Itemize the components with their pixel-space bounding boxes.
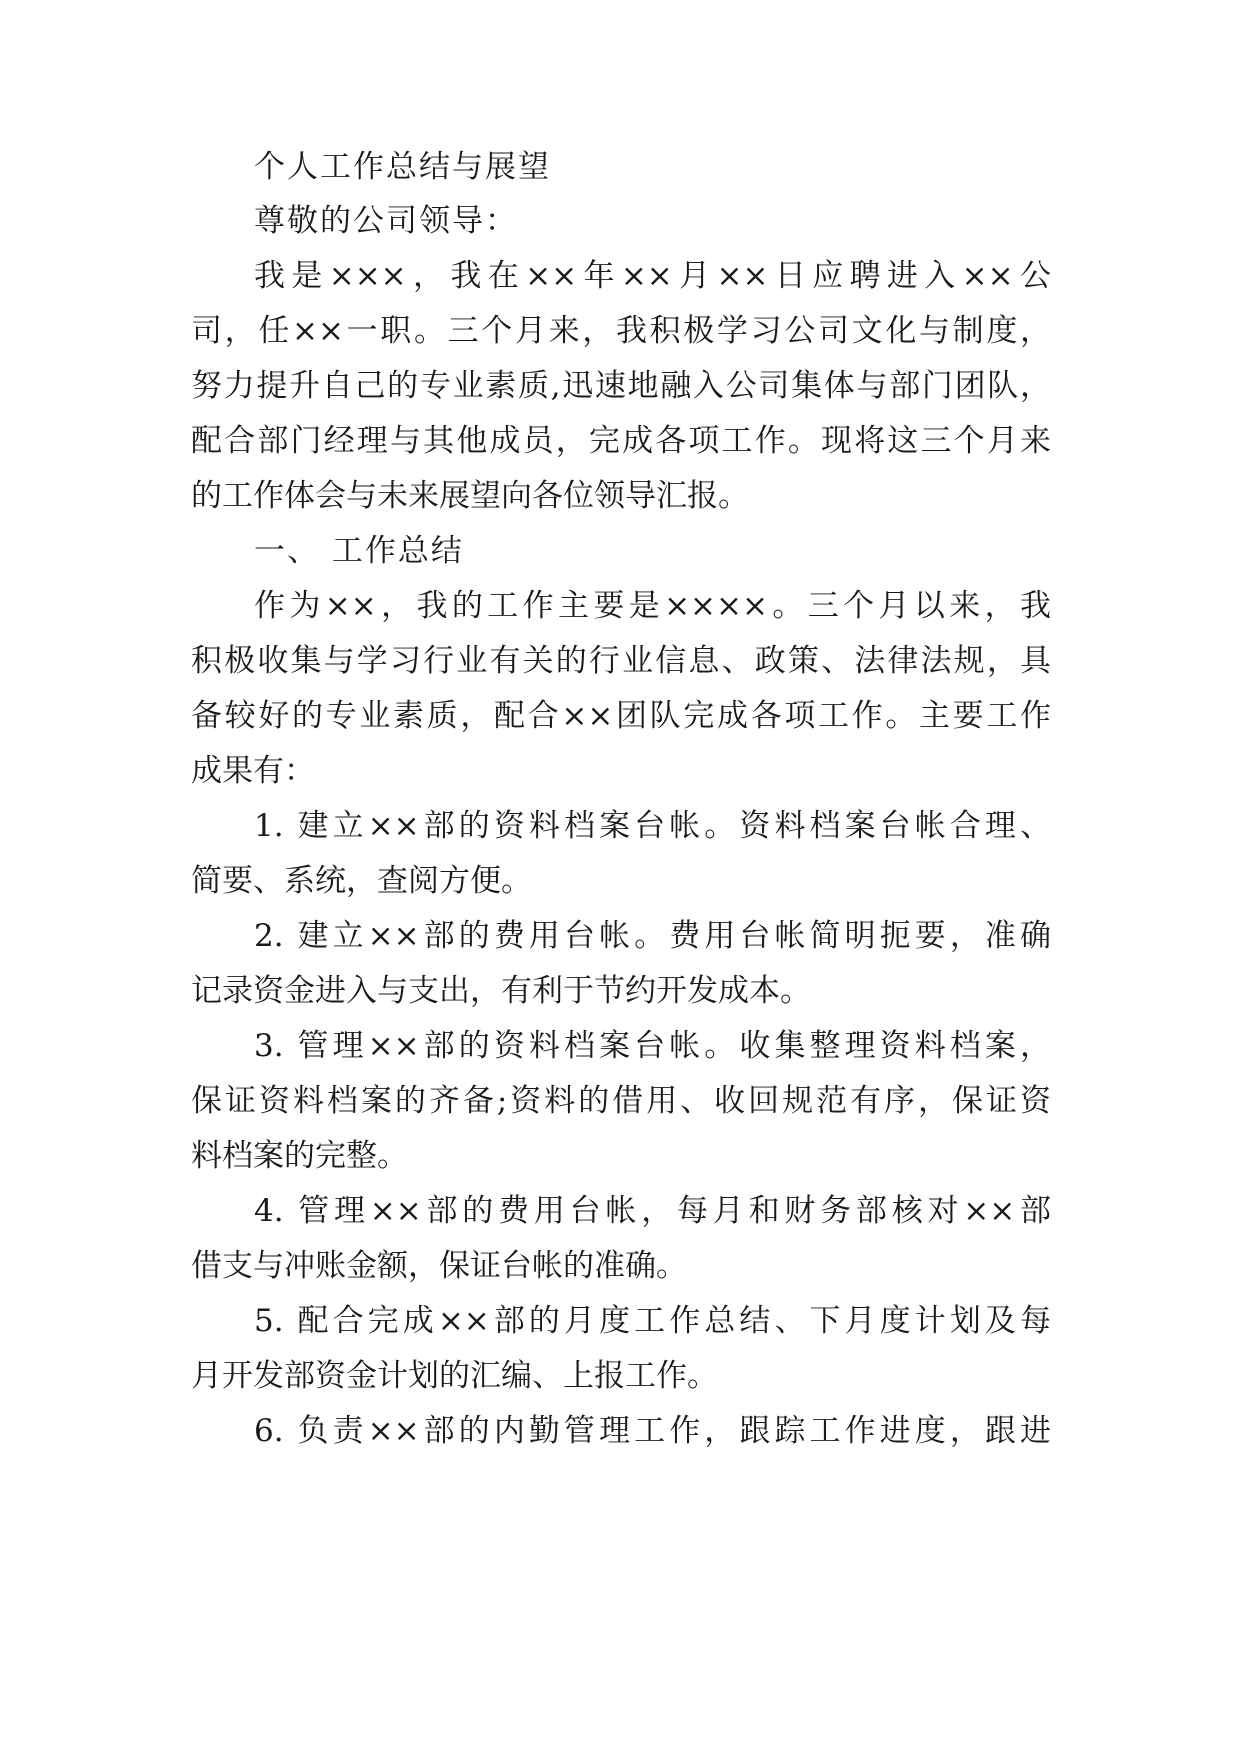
paragraph-line: 备较好的专业素质，配合××团队完成各项工作。主要工作 [191,698,1051,734]
paragraph-line: 配合部门经理与其他成员，完成各项工作。现将这三个月来 [191,423,1051,459]
paragraph-line: 成果有： [191,753,315,789]
list-item-line: 6. 负责××部的内勤管理工作，跟踪工作进度，跟进 [254,1413,1051,1449]
paragraph-line: 努力提升自己的专业素质,迅速地融入公司集体与部门团队， [191,368,1051,404]
salutation: 尊敬的公司领导： [254,203,518,239]
list-item-line: 1. 建立××部的资料档案台帐。资料档案台帐合理、 [254,808,1051,844]
list-item-line: 5. 配合完成××部的月度工作总结、下月度计划及每 [254,1303,1051,1339]
list-item-line: 借支与冲账金额，保证台帐的准确。 [191,1248,687,1284]
list-item-line: 保证资料档案的齐备;资料的借用、收回规范有序，保证资 [191,1083,1051,1119]
paragraph-line: 我是×××，我在××年××月××日应聘进入××公 [254,258,1051,294]
document-title: 个人工作总结与展望 [254,149,551,185]
list-item-line: 月开发部资金计划的汇编、上报工作。 [191,1358,718,1394]
list-item-line: 料档案的完整。 [191,1138,408,1174]
paragraph-line: 司，任××一职。三个月来，我积极学习公司文化与制度， [191,313,1051,349]
list-item-line: 记录资金进入与支出，有利于节约开发成本。 [191,973,811,1009]
section-heading: 一、 工作总结 [254,533,464,569]
list-item-line: 3. 管理××部的资料档案台帐。收集整理资料档案， [254,1028,1051,1064]
paragraph-line: 的工作体会与未来展望向各位领导汇报。 [191,478,749,514]
paragraph-line: 积极收集与学习行业有关的行业信息、政策、法律法规，具 [191,643,1051,679]
paragraph-line: 作为××，我的工作主要是××××。三个月以来，我 [254,588,1051,624]
list-item-line: 2. 建立××部的费用台帐。费用台帐简明扼要，准确 [254,918,1051,954]
list-item-line: 简要、系统，查阅方便。 [191,863,532,899]
list-item-line: 4. 管理××部的费用台帐，每月和财务部核对××部 [254,1193,1051,1229]
